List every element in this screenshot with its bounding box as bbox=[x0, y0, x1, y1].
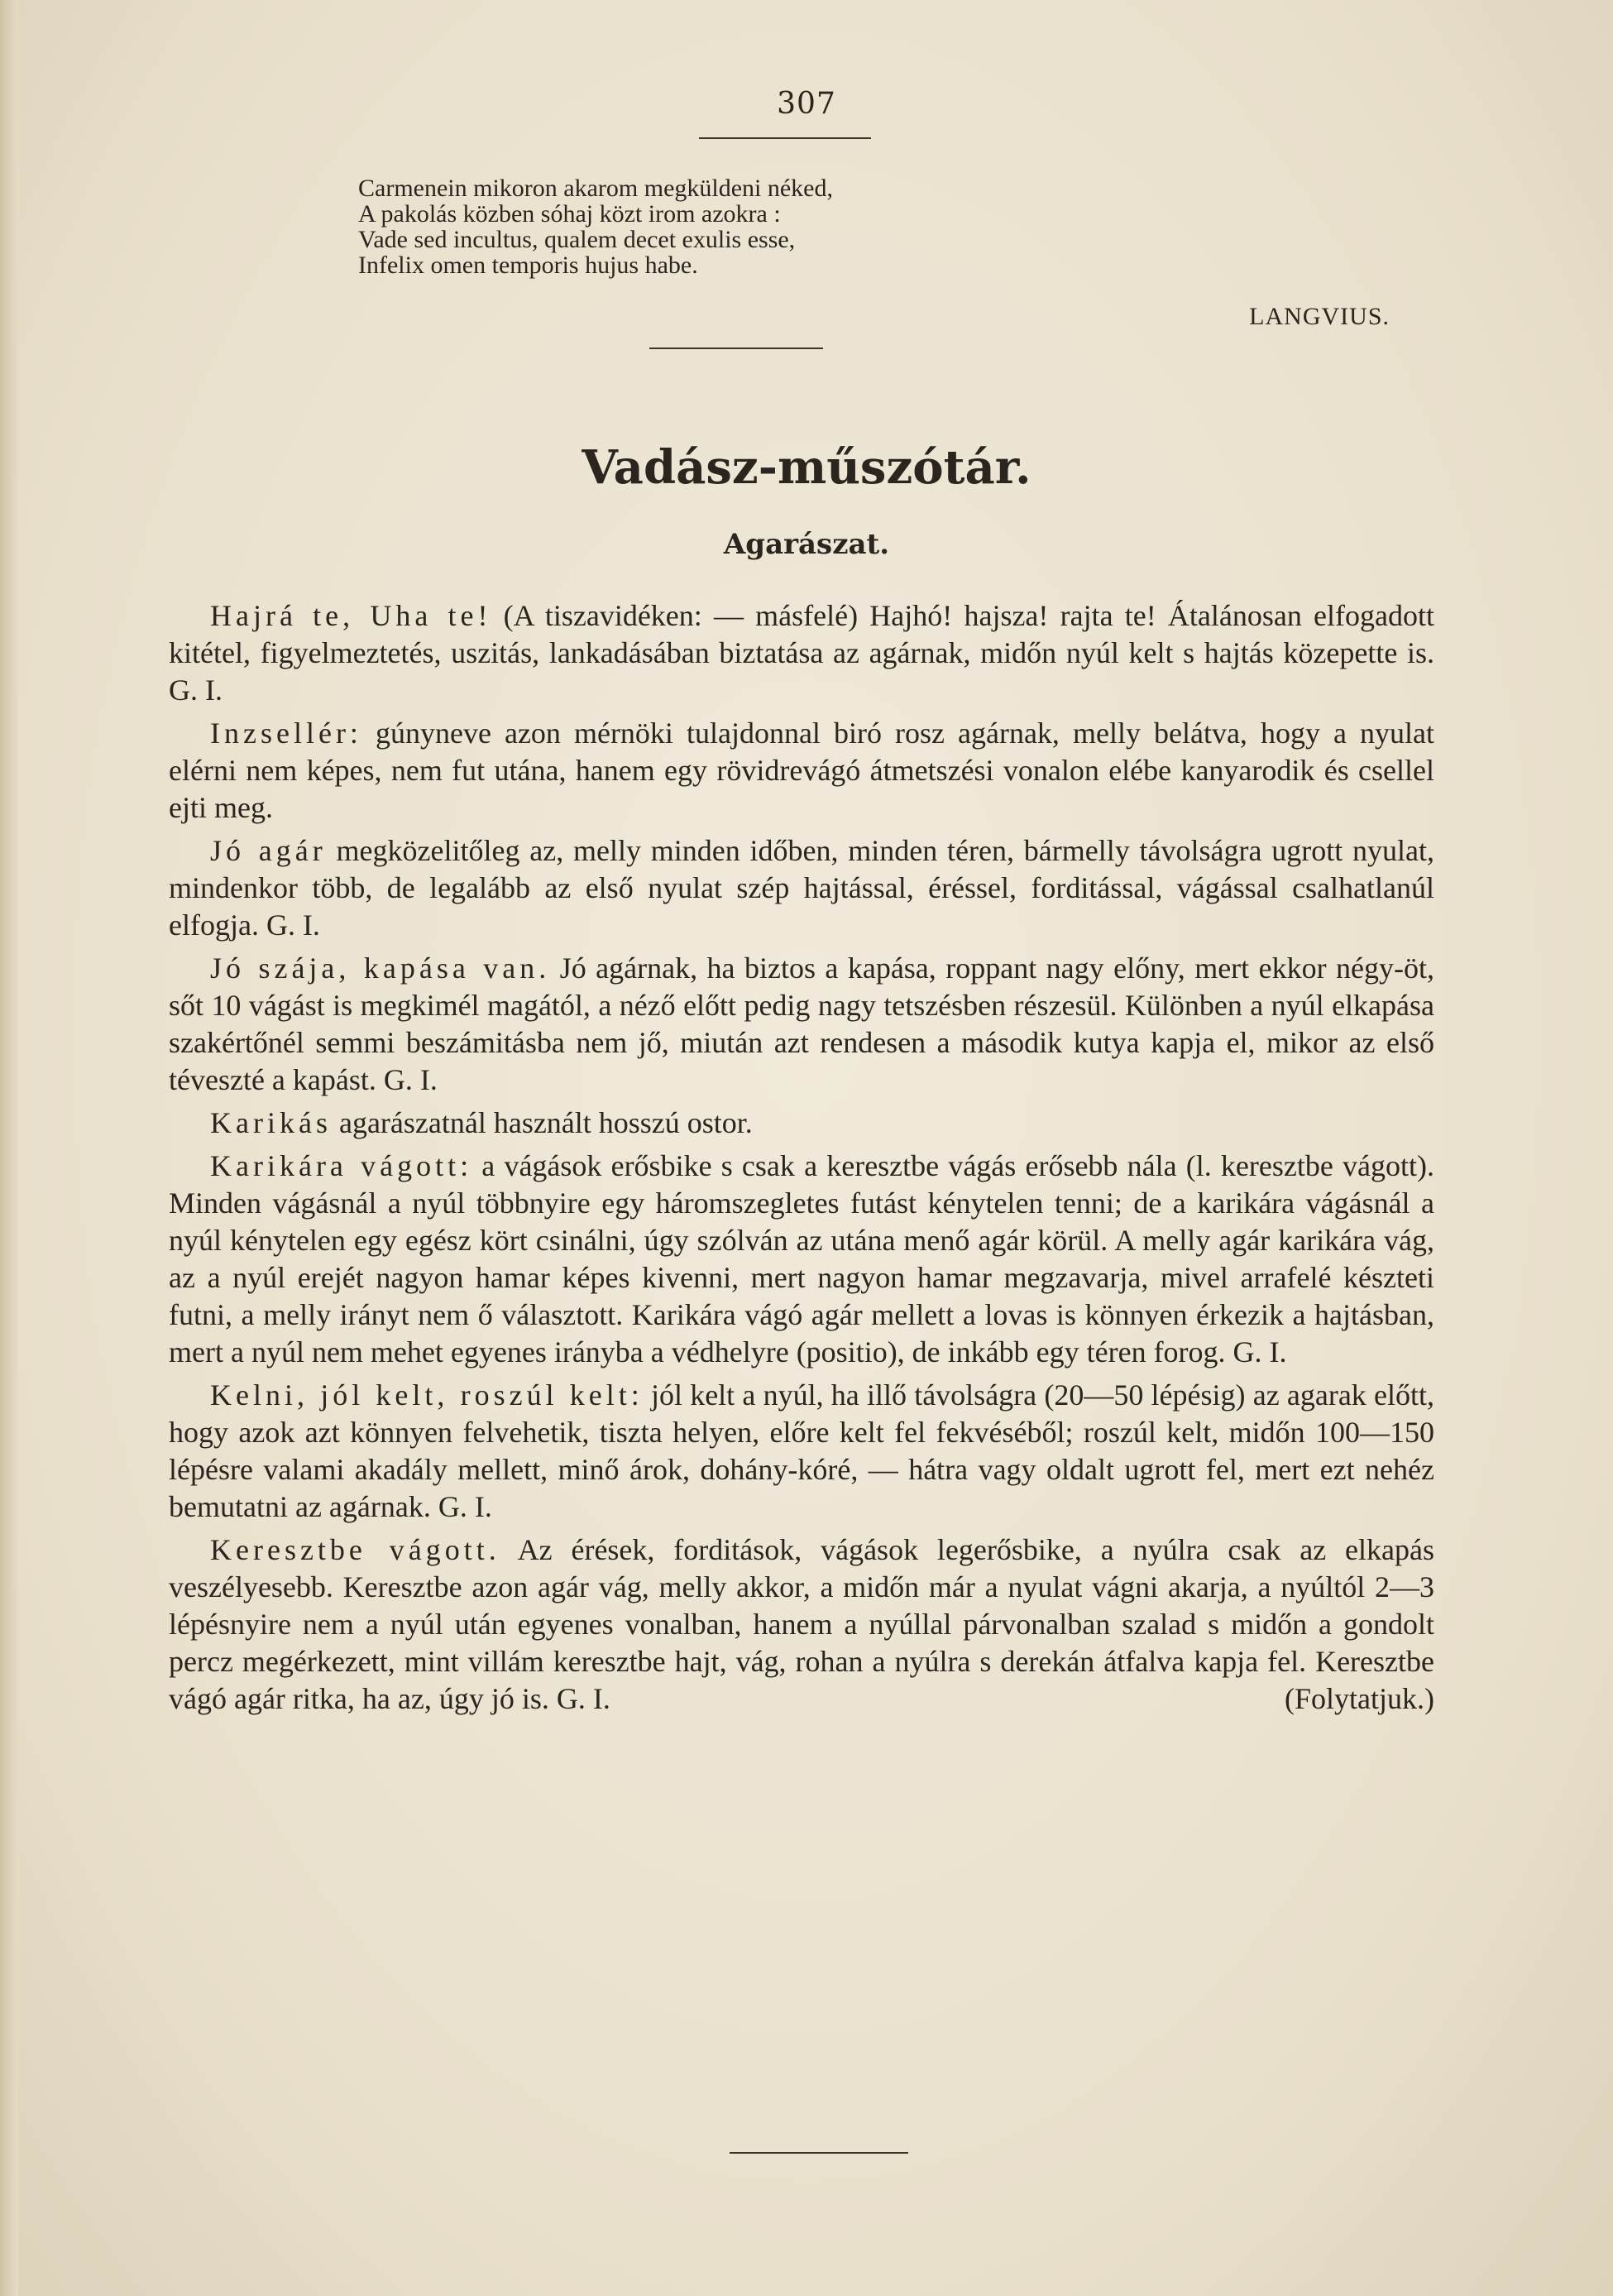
entry-term: Kelni, jól kelt, roszúl kelt: bbox=[210, 1378, 644, 1412]
entry-term: Jó agár bbox=[210, 834, 327, 867]
entry-paragraph bbox=[169, 715, 1434, 827]
entry-term: Keresztbe vágott. bbox=[210, 1533, 500, 1566]
section-rule bbox=[649, 348, 823, 349]
entry-paragraph bbox=[169, 1531, 1434, 1718]
entry-text: (A tiszavidéken: — másfelé) Hajhó! hajsza! rajta te! Átalánosan elfogadott kitétel, figyelmeztetés, uszitás, lankadásában biztatása az agárnak, midőn nyúl kelt s hajtás közepette is. G. I. bbox=[169, 599, 1435, 707]
entry-paragraph bbox=[169, 1377, 1434, 1526]
footer-rule bbox=[730, 2152, 908, 2154]
verse-line: Carmenein mikoron akarom megküldeni néked, bbox=[358, 175, 833, 202]
entry-text: jól kelt a nyúl, ha illő távolságra (20—50 lépésig) az agarak előtt, hogy azok azt könnyen felvehetik, tiszta helyen, előre kelt fel fekvéséből; roszúl kelt, midőn 100—150 lépésre valami akadály mellett, minő árok, dohány-kóré, — hátra vagy oldalt ugrott fel, mert ezt nehéz bemutatni az agárnak. G. I. bbox=[169, 1378, 1435, 1523]
section-title: Vadász-műszótár. bbox=[582, 440, 1031, 495]
entry-paragraph bbox=[169, 832, 1434, 944]
verse-line: A pakolás közben sóhaj közt irom azokra : bbox=[358, 200, 781, 228]
page-number: 307 bbox=[777, 87, 836, 121]
verse-block bbox=[358, 175, 1450, 278]
entry-paragraph bbox=[169, 1105, 1434, 1142]
verse-signature: LANGVIUS. bbox=[1249, 303, 1390, 330]
entry-paragraph bbox=[169, 950, 1434, 1099]
entry-text: a vágások erősbike s csak a keresztbe vágás erősebb nála (l. keresztbe vágott). Minden vágásnál a nyúl többnyire egy háromszegletes futást kénytelen tenni; de a karikára vágásnál a nyúl kénytelen egy egész kört csinálni, úgy szólván az utána menő agár körül. A melly agár karikára vág, az a nyúl erejét nagyon hamar képes kivenni, mert nagyon hamar megzavarja, mivel arrafelé készteti futni, a melly irányt nem ő választott. Karikára vágó agár mellett a lovas is könnyen érkezik a hajtásban, mert a nyúl nem mehet egyenes irányba a védhelyre (positio), de inkább egy téren forog. G. I. bbox=[169, 1149, 1435, 1368]
entry-text: megközelitőleg az, melly minden időben, minden téren, bármelly távolságra ugrott nyulat, mindenkor több, de legalább az első nyulat szép hajtással, éréssel, forditással, vágással csalhatlanúl elfogja. G. I. bbox=[169, 834, 1434, 942]
entry-term: Hajrá te, Uha te! bbox=[210, 599, 492, 632]
entry-term: Inzsellér: bbox=[210, 717, 362, 750]
entry-paragraph bbox=[169, 1148, 1434, 1371]
entry-paragraph bbox=[169, 597, 1434, 709]
entry-text: Jó agárnak, ha biztos a kapása, roppant nagy előny, mert ekkor négy-öt, sőt 10 vágást is megkimél magától, a néző előtt pedig nagy tetszésben részesül. Különben a nyúl elkapása szakértőnél semmi beszámitásba nem jő, miután azt rendesen a második kutya kapja el, mikor az első téveszté a kapást. G. I. bbox=[169, 951, 1434, 1096]
entry-text: gúnyneve azon mérnöki tulajdonnal biró rosz agárnak, melly belátva, hogy a nyulat elérni nem képes, nem fut utána, hanem egy rövidrevágó átmetszési vonalon elébe kanyarodik és csellel ejti meg. bbox=[169, 717, 1434, 824]
article-body bbox=[169, 597, 1434, 1723]
section-subtitle: Agarászat. bbox=[723, 528, 890, 561]
entry-term: Karikára vágott: bbox=[210, 1149, 473, 1182]
entry-text: agarászatnál használt hosszú ostor. bbox=[331, 1106, 753, 1139]
verse-line: Infelix omen temporis hujus habe. bbox=[358, 252, 698, 279]
entry-term: Jó szája, kapása van. bbox=[210, 951, 551, 985]
continuation-note: (Folytatjuk.) bbox=[1285, 1682, 1434, 1715]
entry-term: Karikás bbox=[210, 1106, 332, 1139]
entry-text: Az érések, forditások, vágások legerősbike, a nyúlra csak az elkapás veszélyesebb. Keresztbe azon agár vág, melly akkor, a midőn már a nyulat vágni akarja, a nyúltól 2—3 lépésnyire nem a nyúl után egyenes vonalban, hanem a nyúllal párvonalban szalad s midőn a gondolt percz megérkezett, mint villám keresztbe hajt, vág, rohan a nyúlra s derekán átfalva kapja fel. Keresztbe vágó agár ritka, ha az, úgy jó is. G. I. bbox=[169, 1533, 1434, 1715]
verse-line: Vade sed incultus, qualem decet exulis esse, bbox=[358, 226, 796, 253]
header-rule bbox=[699, 137, 871, 139]
page-spine-shadow bbox=[0, 0, 18, 2296]
